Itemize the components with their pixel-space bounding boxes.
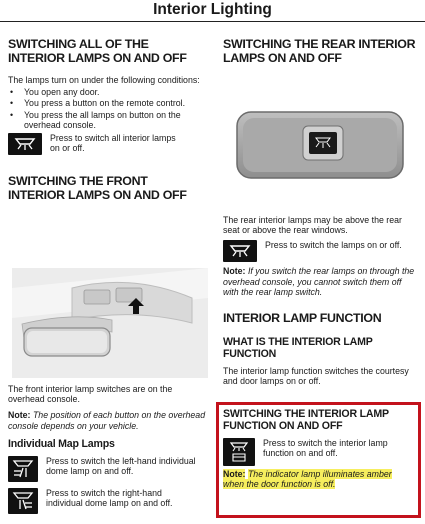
map-lamp-right-row <box>8 488 208 514</box>
rear-dome-lamp-icon <box>223 240 257 262</box>
lamp-function-text: The interior lamp function switches the courtesy and door lamps on or off. <box>223 366 409 387</box>
lamp-function-switch-section <box>223 408 415 490</box>
rear-lamps-body <box>223 215 419 387</box>
map-lamp-left-text: Press to switch the left-hand individual dome lamp on and off. <box>46 456 196 477</box>
note-text: The indicator lamp illuminates amber when the door function is off. <box>223 469 392 490</box>
title-divider <box>0 21 425 22</box>
all-lamps-intro: The lamps turn on under the following conditions: <box>8 75 200 85</box>
list-item: • You press a button on the remote control. <box>10 98 186 109</box>
rear-lamps-note <box>223 266 419 297</box>
note-text: If you switch the rear lamps on through the overhead console, you cannot switch them off with the rear lamp switch. <box>223 266 415 298</box>
door-lamp-function-icon <box>223 438 255 466</box>
section-title-rear-lamps: SWITCHING THE REAR INTERIOR LAMPS ON AND OFF <box>223 37 416 65</box>
section-title-front-lamps: SWITCHING THE FRONT INTERIOR LAMPS ON AND OFF <box>8 174 187 202</box>
map-lamp-right-text: Press to switch the right-hand individual dome lamp on and off. <box>46 488 173 509</box>
map-lamp-left-icon <box>8 456 38 482</box>
note-text: The position of each button on the overhead console depends on your vehicle. <box>8 410 206 431</box>
conditions-list <box>8 87 208 130</box>
note-label: Note: <box>8 410 31 421</box>
rear-lamps-icon-row <box>223 240 419 262</box>
lamp-function-icon-text: Press to switch the interior lamp function on and off. <box>263 438 388 459</box>
note-label: Note: <box>223 469 246 479</box>
page-title: Interior Lighting <box>153 1 272 18</box>
lamp-function-icon-row <box>223 438 415 466</box>
rear-lamp-illustration <box>223 92 419 202</box>
dome-lamp-icon <box>8 133 42 155</box>
section-title-what-is-function: WHAT IS THE INTERIOR LAMP FUNCTION <box>223 336 373 361</box>
front-lamps-body <box>8 384 208 514</box>
right-column <box>223 38 419 65</box>
all-lamps-icon-text: Press to switch all interior lamps on or off. <box>50 133 176 154</box>
section-title-lamp-function: INTERIOR LAMP FUNCTION <box>223 310 382 325</box>
map-lamp-right-icon <box>8 488 38 514</box>
list-item: • You press the all lamps on button on the overhead console. <box>10 109 181 130</box>
overhead-console-illustration <box>12 268 208 378</box>
map-lamp-left-row <box>8 456 208 482</box>
front-lamps-note <box>8 410 208 431</box>
all-lamps-icon-row <box>8 133 208 155</box>
section-title-switch-function: SWITCHING THE INTERIOR LAMP FUNCTION ON AND OFF <box>223 408 389 432</box>
left-column <box>8 38 208 202</box>
list-item: • You open any door. <box>10 87 100 98</box>
rear-lamps-text: The rear interior lamps may be above the rear seat or above the rear windows. <box>223 215 402 236</box>
rear-lamps-icon-text: Press to switch the lamps on or off. <box>265 240 402 251</box>
section-title-all-lamps: SWITCHING ALL OF THE INTERIOR LAMPS ON AND OFF <box>8 37 187 65</box>
front-lamps-text: The front interior lamp switches are on the overhead console. <box>8 384 173 405</box>
section-title-map-lamps: Individual Map Lamps <box>8 438 115 451</box>
note-label: Note: <box>223 266 246 277</box>
lamp-function-note <box>223 469 415 490</box>
